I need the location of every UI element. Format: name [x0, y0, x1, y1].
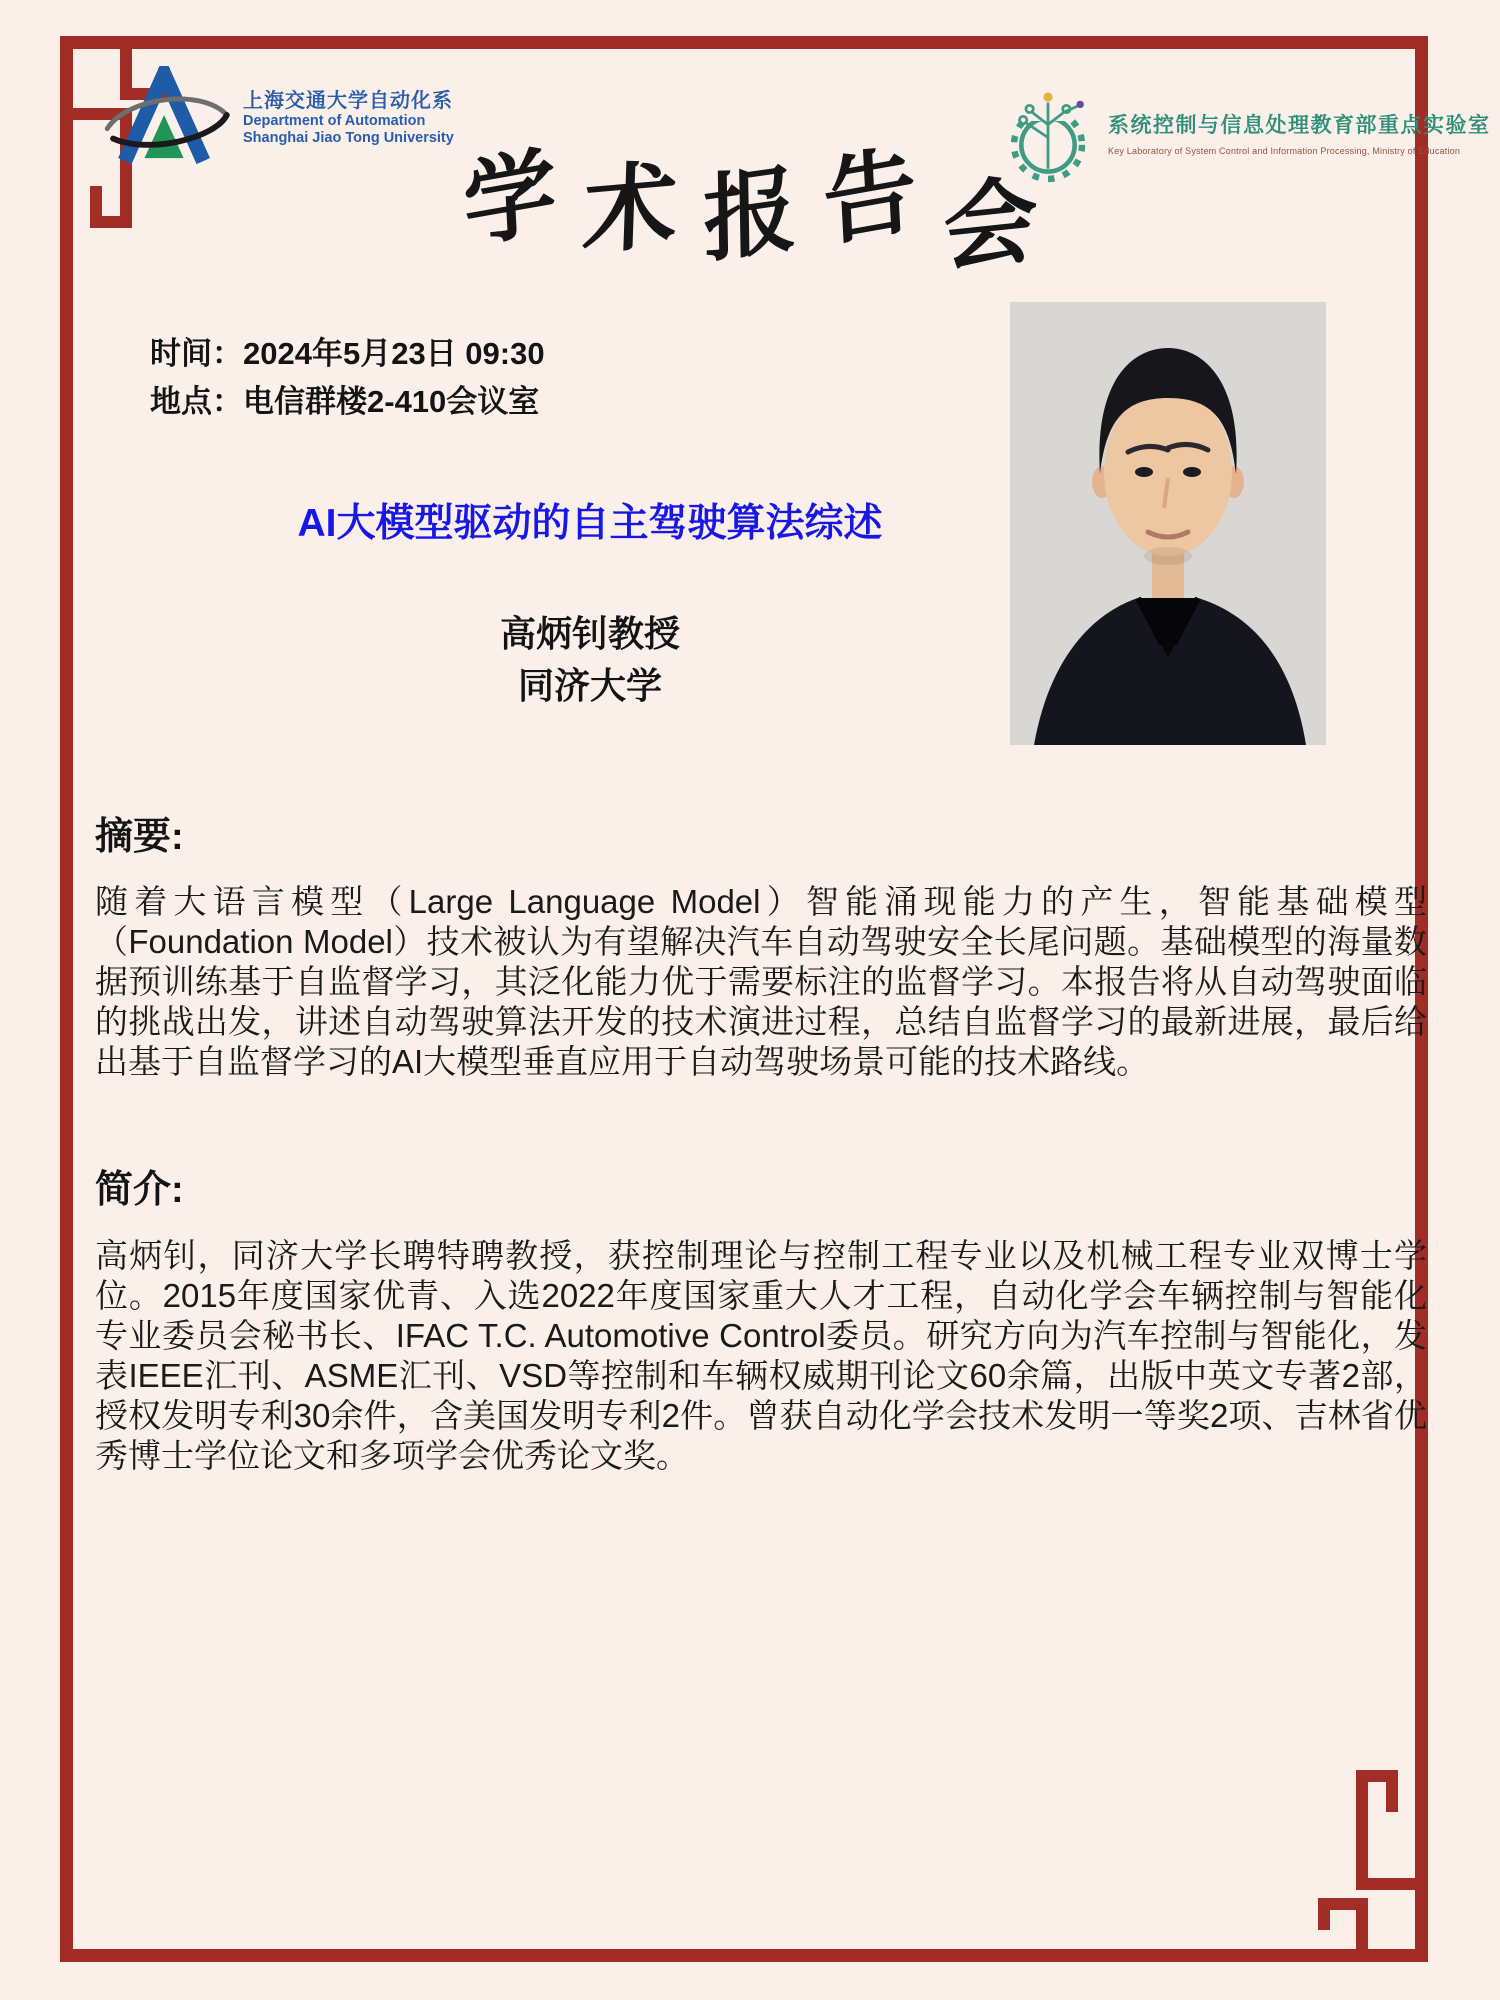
- abstract-heading: 摘要:: [95, 816, 184, 858]
- talk-title: AI大模型驱动的自主驾驶算法综述: [297, 502, 883, 545]
- lab-logo-en: Key Laboratory of System Control and Information Processing, Ministry of Education: [1108, 145, 1461, 156]
- lab-logo-cn: 系统控制与信息处理教育部重点实验室: [1108, 113, 1491, 137]
- abstract-body: 随着大语言模型（Large Language Model）智能涌现能力的产生，智能基础模型（Foundation Model）技术被认为有望解决汽车自动驾驶安全长尾问题。基础模型的海量数据预训练基于自监督学习，其泛化能力优于需要标注的监督学习。本报告将从自动驾驶面临的挑战出发，讲述自动驾驶算法开发的技术演进过程，总结自监督学习的最新进展，最后给出基于自监督学习的AI大模型垂直应用于自动驾驶场景可能的技术路线。: [95, 883, 1427, 1080]
- meta-block: [150, 330, 545, 426]
- banner-char: 会: [940, 164, 1040, 286]
- place-label: 地点：: [150, 384, 243, 419]
- speaker-photo: [1010, 302, 1326, 745]
- lab-logo-text: [1108, 109, 1491, 156]
- bio-body: 高炳钊，同济大学长聘特聘教授，获控制理论与控制工程专业以及机械工程专业双博士学位。2015年度国家优青、入选2022年度国家重大人才工程，自动化学会车辆控制与智能化专业委员会秘书长、IFAC T.C. Automotive Control委员。研究方向为汽车控制与智能化，发表IEEE汇刊、ASME汇刊、VSD等控制和车辆权威期刊论文60余篇，出版中英文专著2部，授权发明专利30余件，含美国发明专利2件。曾获自动化学会技术发明一等奖2项、吉林省优秀博士学位论文和多项学会优秀论文奖。: [95, 1237, 1427, 1474]
- sjtu-logo: [103, 66, 454, 164]
- meta-place-row: [150, 378, 545, 426]
- banner-char: 报: [702, 153, 798, 277]
- time-value: 2024年5月23日 09:30: [243, 336, 545, 371]
- banner-char: 术: [581, 149, 679, 269]
- place-value: 电信群楼2-410会议室: [243, 384, 540, 419]
- speaker-affiliation: 同济大学: [517, 665, 662, 706]
- banner-char: 学: [460, 135, 560, 263]
- speaker-block: [90, 608, 1090, 712]
- time-label: 时间：: [150, 336, 243, 371]
- border-fret-ornament-bottom-right: [1238, 1762, 1428, 1962]
- sjtu-logo-text: [243, 84, 454, 146]
- sjtu-logo-en-1: Department of Automation: [243, 112, 426, 129]
- meta-time-row: [150, 330, 545, 378]
- sjtu-logo-icon: [103, 66, 231, 164]
- sjtu-logo-cn: 上海交通大学自动化系: [243, 89, 453, 112]
- bio-heading: 简介:: [95, 1169, 184, 1211]
- sjtu-logo-en-2: Shanghai Jiao Tong University: [243, 129, 454, 146]
- banner-char: 告: [820, 133, 920, 261]
- speaker-name: 高炳钊教授: [499, 613, 680, 654]
